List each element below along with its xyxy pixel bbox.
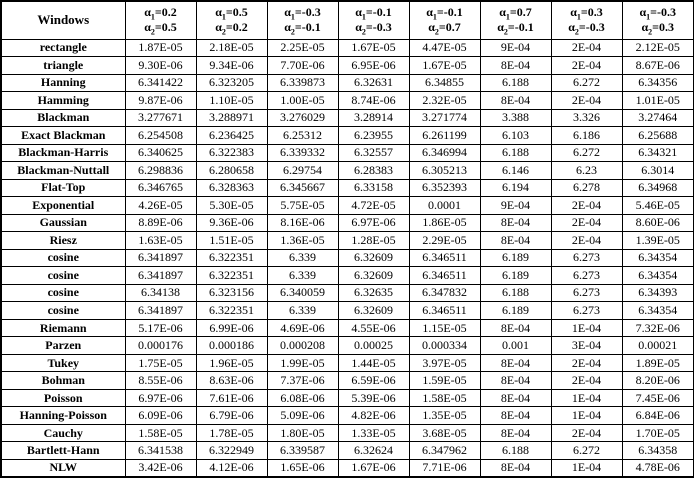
value-cell: 6.346511: [409, 267, 480, 285]
value-cell: 1.87E-05: [125, 39, 196, 57]
value-cell: 4.72E-05: [338, 197, 409, 215]
value-cell: 6.340059: [267, 284, 338, 302]
value-cell: 6.346511: [409, 249, 480, 267]
value-cell: 4.55E-06: [338, 319, 409, 337]
value-cell: 0.00025: [338, 337, 409, 355]
row-label: cosine: [1, 267, 125, 285]
value-cell: 1.28E-05: [338, 232, 409, 250]
value-cell: 6.339: [267, 249, 338, 267]
value-cell: 3.326: [551, 109, 622, 127]
value-cell: 3.42E-06: [125, 459, 196, 477]
value-cell: 8E-04: [480, 57, 551, 75]
value-cell: 1E-04: [551, 319, 622, 337]
value-cell: 2.32E-05: [409, 92, 480, 110]
value-cell: 8.89E-06: [125, 214, 196, 232]
value-cell: 6.189: [480, 267, 551, 285]
table-row: [1, 407, 694, 425]
row-label: Bohman: [1, 372, 125, 390]
value-cell: 0.0001: [409, 197, 480, 215]
value-cell: 1E-04: [551, 459, 622, 477]
row-label: triangle: [1, 57, 125, 75]
value-cell: 1.10E-05: [196, 92, 267, 110]
value-cell: 6.339332: [267, 144, 338, 162]
row-label: NLW: [1, 459, 125, 477]
value-cell: 9.34E-06: [196, 57, 267, 75]
value-cell: 9.87E-06: [125, 92, 196, 110]
value-cell: 6.32609: [338, 249, 409, 267]
table-row: [1, 372, 694, 390]
value-cell: 2E-04: [551, 354, 622, 372]
row-label: Hanning-Poisson: [1, 407, 125, 425]
table-row: [1, 284, 694, 302]
table-row: [1, 442, 694, 460]
row-label: cosine: [1, 249, 125, 267]
value-cell: 1E-04: [551, 389, 622, 407]
value-cell: 6.345667: [267, 179, 338, 197]
value-cell: 9E-04: [480, 39, 551, 57]
table-body: [1, 39, 694, 477]
value-cell: 8E-04: [480, 407, 551, 425]
col-header-6: $\alpha_1=0.7$ $\alpha_2=-0.1$: [480, 1, 551, 39]
value-cell: 6.23955: [338, 127, 409, 145]
value-cell: 6.34321: [622, 144, 694, 162]
table-row: [1, 74, 694, 92]
row-label: Exact Blackman: [1, 127, 125, 145]
value-cell: 6.347832: [409, 284, 480, 302]
value-cell: 4.12E-06: [196, 459, 267, 477]
value-cell: 6.273: [551, 302, 622, 320]
value-cell: 6.188: [480, 144, 551, 162]
value-cell: 6.34356: [622, 74, 694, 92]
value-cell: 6.339: [267, 267, 338, 285]
value-cell: 8.60E-06: [622, 214, 694, 232]
value-cell: 1.59E-05: [409, 372, 480, 390]
value-cell: 8E-04: [480, 424, 551, 442]
value-cell: 1.80E-05: [267, 424, 338, 442]
value-cell: 6.341897: [125, 302, 196, 320]
value-cell: 6.189: [480, 302, 551, 320]
value-cell: 6.254508: [125, 127, 196, 145]
value-cell: 1.96E-05: [196, 354, 267, 372]
table-row: [1, 127, 694, 145]
value-cell: 1.65E-06: [267, 459, 338, 477]
col-header-2: $\alpha_1=0.5$ $\alpha_2=0.2$: [196, 1, 267, 39]
value-cell: 6.339873: [267, 74, 338, 92]
table-header-row: [1, 1, 694, 39]
value-cell: 6.339: [267, 302, 338, 320]
table-row: [1, 424, 694, 442]
row-label: Bartlett-Hann: [1, 442, 125, 460]
value-cell: 6.341897: [125, 267, 196, 285]
value-cell: 5.46E-05: [622, 197, 694, 215]
row-label: Blackman-Harris: [1, 144, 125, 162]
value-cell: 6.97E-06: [125, 389, 196, 407]
value-cell: 6.346511: [409, 302, 480, 320]
value-cell: 6.322351: [196, 302, 267, 320]
value-cell: 6.32609: [338, 267, 409, 285]
value-cell: 6.34855: [409, 74, 480, 92]
value-cell: 6.188: [480, 442, 551, 460]
value-cell: 1.33E-05: [338, 424, 409, 442]
table-row: [1, 354, 694, 372]
value-cell: 1.44E-05: [338, 354, 409, 372]
row-label: Poisson: [1, 389, 125, 407]
table-row: [1, 337, 694, 355]
value-cell: 6.273: [551, 267, 622, 285]
col-header-3: $\alpha_1=-0.3$ $\alpha_2=-0.1$: [267, 1, 338, 39]
value-cell: 1.63E-05: [125, 232, 196, 250]
value-cell: 6.99E-06: [196, 319, 267, 337]
value-cell: 8E-04: [480, 459, 551, 477]
row-label: Riesz: [1, 232, 125, 250]
table-row: [1, 319, 694, 337]
value-cell: 2.25E-05: [267, 39, 338, 57]
table-row: [1, 389, 694, 407]
table-row: [1, 57, 694, 75]
row-label: Flat-Top: [1, 179, 125, 197]
table-row: [1, 249, 694, 267]
value-cell: 6.322949: [196, 442, 267, 460]
value-cell: 1.01E-05: [622, 92, 694, 110]
value-cell: 6.273: [551, 249, 622, 267]
value-cell: 6.322383: [196, 144, 267, 162]
value-cell: 6.305213: [409, 162, 480, 180]
value-cell: 5.09E-06: [267, 407, 338, 425]
value-cell: 6.189: [480, 249, 551, 267]
value-cell: 6.340625: [125, 144, 196, 162]
value-cell: 6.236425: [196, 127, 267, 145]
value-cell: 6.34354: [622, 302, 694, 320]
value-cell: 1.89E-05: [622, 354, 694, 372]
row-label: Riemann: [1, 319, 125, 337]
value-cell: 2E-04: [551, 424, 622, 442]
value-cell: 3.68E-05: [409, 424, 480, 442]
value-cell: 4.69E-06: [267, 319, 338, 337]
value-cell: 6.194: [480, 179, 551, 197]
row-label: Hanning: [1, 74, 125, 92]
value-cell: 6.322351: [196, 249, 267, 267]
value-cell: 3.276029: [267, 109, 338, 127]
value-cell: 6.25688: [622, 127, 694, 145]
row-label: Blackman: [1, 109, 125, 127]
table-row: [1, 144, 694, 162]
value-cell: 6.322351: [196, 267, 267, 285]
value-cell: 2E-04: [551, 197, 622, 215]
table-row: [1, 232, 694, 250]
value-cell: 1.36E-05: [267, 232, 338, 250]
value-cell: 6.34354: [622, 249, 694, 267]
row-label: Tukey: [1, 354, 125, 372]
value-cell: 2.29E-05: [409, 232, 480, 250]
value-cell: 1.70E-05: [622, 424, 694, 442]
value-cell: 6.32631: [338, 74, 409, 92]
table-row: [1, 162, 694, 180]
value-cell: 6.273: [551, 284, 622, 302]
value-cell: 5.30E-05: [196, 197, 267, 215]
value-cell: 2.12E-05: [622, 39, 694, 57]
value-cell: 6.97E-06: [338, 214, 409, 232]
value-cell: 6.32624: [338, 442, 409, 460]
value-cell: 6.34358: [622, 442, 694, 460]
value-cell: 6.28383: [338, 162, 409, 180]
value-cell: 6.272: [551, 442, 622, 460]
value-cell: 8.74E-06: [338, 92, 409, 110]
value-cell: 7.61E-06: [196, 389, 267, 407]
table-row: [1, 109, 694, 127]
value-cell: 8E-04: [480, 232, 551, 250]
value-cell: 1.86E-05: [409, 214, 480, 232]
row-label: Hamming: [1, 92, 125, 110]
value-cell: 9.30E-06: [125, 57, 196, 75]
table-row: [1, 214, 694, 232]
value-cell: 7.45E-06: [622, 389, 694, 407]
value-cell: 6.341422: [125, 74, 196, 92]
value-cell: 0.000176: [125, 337, 196, 355]
value-cell: 8.55E-06: [125, 372, 196, 390]
value-cell: 0.00021: [622, 337, 694, 355]
table-row: [1, 302, 694, 320]
value-cell: 4.47E-05: [409, 39, 480, 57]
value-cell: 2E-04: [551, 214, 622, 232]
table-row: [1, 92, 694, 110]
value-cell: 6.34393: [622, 284, 694, 302]
row-label: cosine: [1, 284, 125, 302]
value-cell: 1.78E-05: [196, 424, 267, 442]
value-cell: 6.341897: [125, 249, 196, 267]
value-cell: 1.67E-06: [338, 459, 409, 477]
value-cell: 8E-04: [480, 214, 551, 232]
value-cell: 6.25312: [267, 127, 338, 145]
col-header-8: $\alpha_1=-0.3$ $\alpha_2=0.3$: [622, 1, 694, 39]
value-cell: 9E-04: [480, 197, 551, 215]
value-cell: 3.27464: [622, 109, 694, 127]
value-cell: 8.16E-06: [267, 214, 338, 232]
value-cell: 0.001: [480, 337, 551, 355]
value-cell: 6.32635: [338, 284, 409, 302]
value-cell: 2E-04: [551, 372, 622, 390]
value-cell: 6.339587: [267, 442, 338, 460]
value-cell: 7.71E-06: [409, 459, 480, 477]
value-cell: 9.36E-06: [196, 214, 267, 232]
value-cell: 6.278: [551, 179, 622, 197]
value-cell: 6.280658: [196, 162, 267, 180]
value-cell: 1.67E-05: [409, 57, 480, 75]
row-label: Exponential: [1, 197, 125, 215]
value-cell: 1.39E-05: [622, 232, 694, 250]
value-cell: 6.346994: [409, 144, 480, 162]
value-cell: 1.00E-05: [267, 92, 338, 110]
value-cell: 3.277671: [125, 109, 196, 127]
value-cell: 0.000208: [267, 337, 338, 355]
value-cell: 6.352393: [409, 179, 480, 197]
row-label: Parzen: [1, 337, 125, 355]
table-row: [1, 39, 694, 57]
value-cell: 3.388: [480, 109, 551, 127]
row-label: Blackman-Nuttall: [1, 162, 125, 180]
value-cell: 1.67E-05: [338, 39, 409, 57]
value-cell: 8.20E-06: [622, 372, 694, 390]
value-cell: 3.97E-05: [409, 354, 480, 372]
corner-header-windows: Windows: [1, 1, 125, 39]
value-cell: 6.298836: [125, 162, 196, 180]
value-cell: 7.32E-06: [622, 319, 694, 337]
col-header-1: $\alpha_1=0.2$ $\alpha_2=0.5$: [125, 1, 196, 39]
value-cell: 6.186: [551, 127, 622, 145]
value-cell: 0.000334: [409, 337, 480, 355]
value-cell: 1.75E-05: [125, 354, 196, 372]
value-cell: 1.35E-05: [409, 407, 480, 425]
value-cell: 1.58E-05: [125, 424, 196, 442]
value-cell: 4.82E-06: [338, 407, 409, 425]
value-cell: 6.272: [551, 144, 622, 162]
value-cell: 6.272: [551, 74, 622, 92]
value-cell: 8E-04: [480, 354, 551, 372]
row-label: cosine: [1, 302, 125, 320]
value-cell: 6.34138: [125, 284, 196, 302]
value-cell: 6.328363: [196, 179, 267, 197]
value-cell: 7.37E-06: [267, 372, 338, 390]
col-header-7: $\alpha_1=0.3$ $\alpha_2=-0.3$: [551, 1, 622, 39]
value-cell: 2E-04: [551, 39, 622, 57]
value-cell: 6.08E-06: [267, 389, 338, 407]
value-cell: 6.188: [480, 74, 551, 92]
value-cell: 6.34968: [622, 179, 694, 197]
row-label: Gaussian: [1, 214, 125, 232]
value-cell: 6.341538: [125, 442, 196, 460]
value-cell: 5.17E-06: [125, 319, 196, 337]
col-header-5: $\alpha_1=-0.1$ $\alpha_2=0.7$: [409, 1, 480, 39]
value-cell: 6.146: [480, 162, 551, 180]
value-cell: 6.95E-06: [338, 57, 409, 75]
value-cell: 6.59E-06: [338, 372, 409, 390]
value-cell: 3.271774: [409, 109, 480, 127]
value-cell: 7.70E-06: [267, 57, 338, 75]
table-row: [1, 267, 694, 285]
value-cell: 6.323156: [196, 284, 267, 302]
value-cell: 8E-04: [480, 319, 551, 337]
table-row: [1, 179, 694, 197]
value-cell: 6.09E-06: [125, 407, 196, 425]
value-cell: 1.51E-05: [196, 232, 267, 250]
value-cell: 6.188: [480, 284, 551, 302]
col-header-4: $\alpha_1=-0.1$ $\alpha_2=-0.3$: [338, 1, 409, 39]
value-cell: 6.261199: [409, 127, 480, 145]
value-cell: 2E-04: [551, 232, 622, 250]
row-label: rectangle: [1, 39, 125, 57]
value-cell: 8E-04: [480, 389, 551, 407]
table-row: [1, 197, 694, 215]
value-cell: 1E-04: [551, 407, 622, 425]
value-cell: 8.67E-06: [622, 57, 694, 75]
value-cell: 6.347962: [409, 442, 480, 460]
value-cell: 6.33158: [338, 179, 409, 197]
value-cell: 8.63E-06: [196, 372, 267, 390]
value-cell: 4.26E-05: [125, 197, 196, 215]
table-row: [1, 459, 694, 477]
value-cell: 6.346765: [125, 179, 196, 197]
value-cell: 2.18E-05: [196, 39, 267, 57]
value-cell: 6.29754: [267, 162, 338, 180]
value-cell: 6.103: [480, 127, 551, 145]
value-cell: 6.79E-06: [196, 407, 267, 425]
value-cell: 3.288971: [196, 109, 267, 127]
value-cell: 2E-04: [551, 92, 622, 110]
value-cell: 6.32557: [338, 144, 409, 162]
value-cell: 5.39E-06: [338, 389, 409, 407]
value-cell: 4.78E-06: [622, 459, 694, 477]
value-cell: 3.28914: [338, 109, 409, 127]
value-cell: 0.000186: [196, 337, 267, 355]
value-cell: 3E-04: [551, 337, 622, 355]
value-cell: 5.75E-05: [267, 197, 338, 215]
value-cell: 1.15E-05: [409, 319, 480, 337]
value-cell: 1.99E-05: [267, 354, 338, 372]
value-cell: 6.84E-06: [622, 407, 694, 425]
value-cell: 6.23: [551, 162, 622, 180]
value-cell: 6.32609: [338, 302, 409, 320]
value-cell: 1.58E-05: [409, 389, 480, 407]
value-cell: 2E-04: [551, 57, 622, 75]
value-cell: 8E-04: [480, 92, 551, 110]
value-cell: 6.3014: [622, 162, 694, 180]
value-cell: 6.34354: [622, 267, 694, 285]
row-label: Cauchy: [1, 424, 125, 442]
value-cell: 6.323205: [196, 74, 267, 92]
value-cell: 8E-04: [480, 372, 551, 390]
